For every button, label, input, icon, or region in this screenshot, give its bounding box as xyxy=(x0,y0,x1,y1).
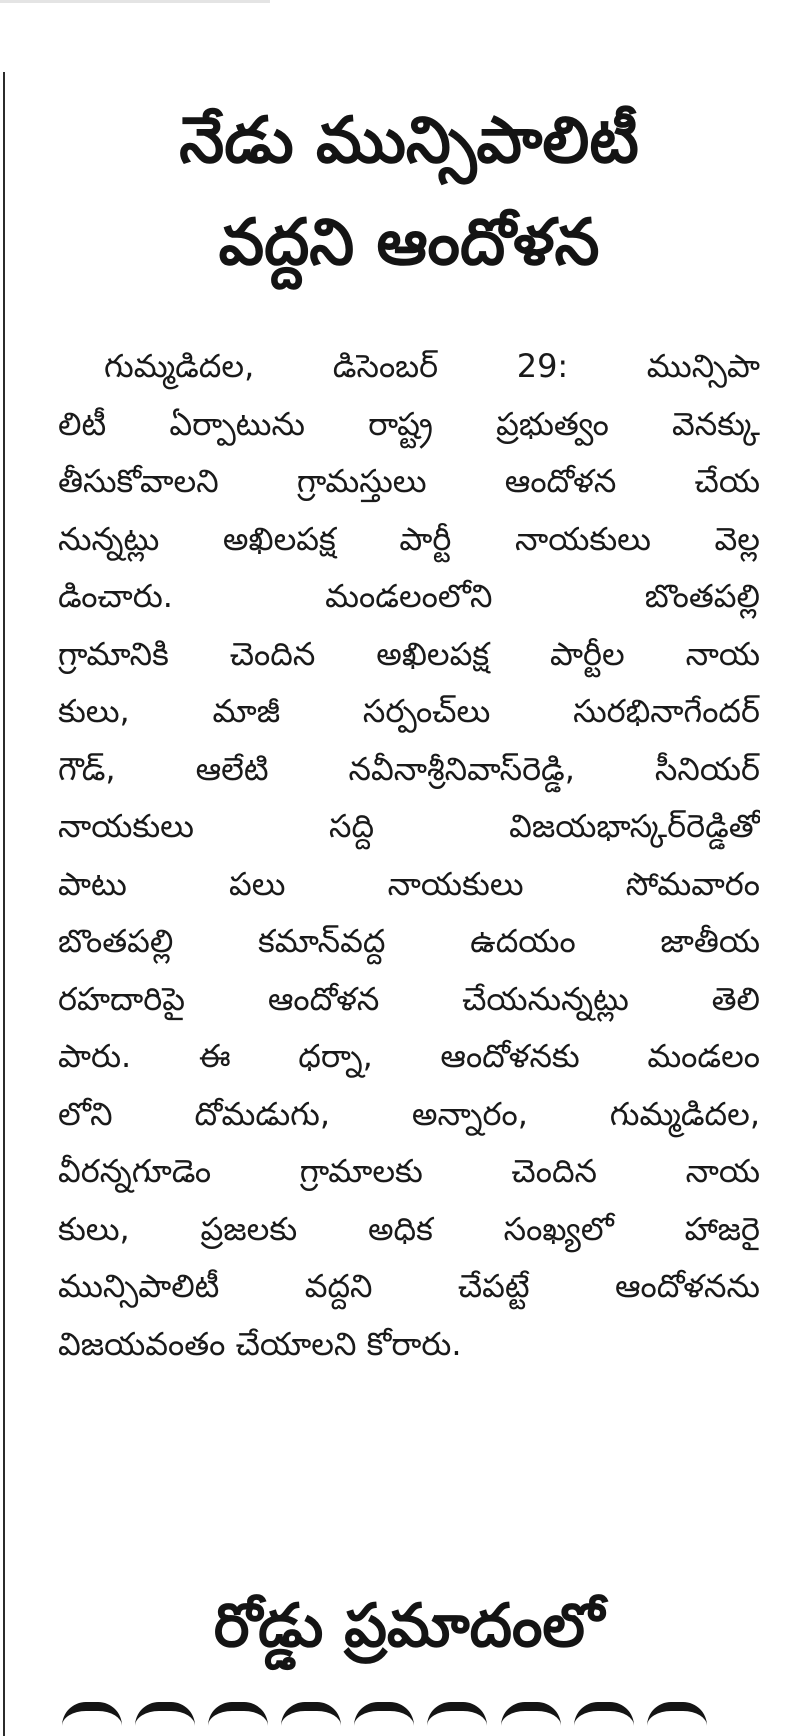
body-line: లోని దోమడుగు, అన్నారం, గుమ్మడిదల, xyxy=(58,1094,760,1133)
next-article-headline-cut-off xyxy=(62,1702,756,1736)
cut-off-glyph xyxy=(135,1702,195,1736)
body-line: గుమ్మడిదల, డిసెంబర్ 29: మున్సిపా xyxy=(104,347,760,385)
body-line: కులు, మాజీ సర్పంచ్‌లు సురభినాగేందర్ xyxy=(58,692,760,730)
body-line: డించారు. మండలంలోని బొంతపల్లి xyxy=(58,577,760,615)
body-line: కులు, ప్రజలకు అధిక సంఖ్యలో హాజరై xyxy=(58,1209,760,1248)
cut-off-glyph xyxy=(427,1702,487,1736)
body-line: పారు. ఈ ధర్నా, ఆందోళనకు మండలం xyxy=(58,1037,760,1075)
body-line: గౌడ్, ఆలేటి నవీనాశ్రీనివాస్‌రెడ్డి, సీనియర్ xyxy=(58,749,760,788)
body-line: నాయకులు సద్ది విజయభాస్కర్‌రెడ్డితో xyxy=(58,807,760,845)
cut-off-glyph xyxy=(574,1702,634,1736)
article-headline-line-1: నేడు మున్సిపాలిటీ xyxy=(179,104,639,178)
body-line: తీసుకోవాలని గ్రామస్తులు ఆందోళన చేయ xyxy=(58,462,760,500)
cut-off-glyph xyxy=(281,1702,341,1736)
body-line: బొంతపల్లి కమాన్‌వద్ద ఉదయం జాతీయ xyxy=(58,922,760,960)
body-line: విజయవంతం చేయాలని కోరారు. xyxy=(58,1324,462,1363)
body-line: పాటు పలు నాయకులు సోమవారం xyxy=(58,864,760,903)
column-rule xyxy=(3,72,5,1736)
news-article xyxy=(58,90,760,1373)
cut-off-glyph xyxy=(62,1702,122,1736)
next-article-headline: రోడ్డు ప్రమాదంలో xyxy=(213,1591,605,1661)
body-line: రహదారిపై ఆందోళన చేయనున్నట్లు తెలి xyxy=(58,979,760,1018)
top-edge-strip xyxy=(0,0,270,3)
cut-off-glyph xyxy=(208,1702,268,1736)
body-line: మున్సిపాలిటీ వద్దని చేపట్టే ఆందోళనను xyxy=(58,1267,760,1305)
article-body xyxy=(58,338,760,1373)
body-line: నున్నట్లు అఖిలపక్ష పార్టీ నాయకులు వెల్ల xyxy=(58,519,760,558)
body-line: గ్రామానికి చెందిన అఖిలపక్ష పార్టీల నాయ xyxy=(58,634,760,673)
article-headline-line-2: వద్దని ఆందోళన xyxy=(218,206,600,280)
cut-off-glyph xyxy=(354,1702,414,1736)
body-line: వీరన్నగూడెం గ్రామాలకు చెందిన నాయ xyxy=(58,1152,760,1190)
cut-off-glyph xyxy=(647,1702,707,1736)
body-line: లిటీ ఏర్పాటును రాష్ట్ర ప్రభుత్వం వెనక్కు xyxy=(58,404,760,443)
cut-off-glyph xyxy=(501,1702,561,1736)
